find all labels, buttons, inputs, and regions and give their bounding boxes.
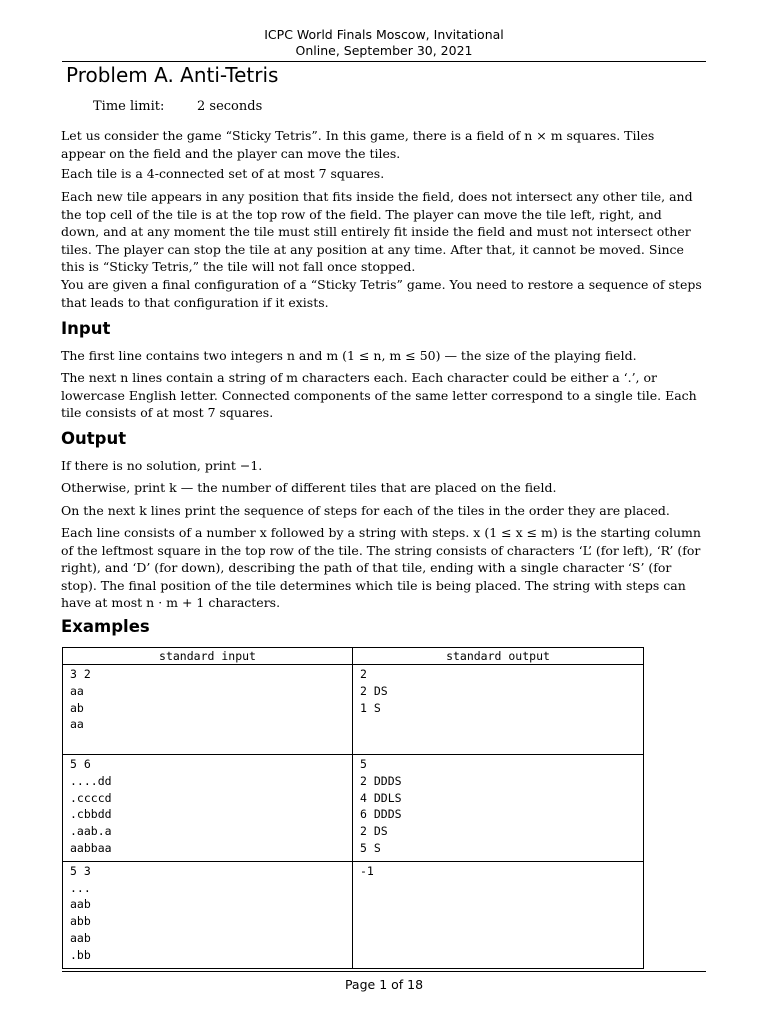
example-output-cell — [353, 861, 644, 968]
examples-header-row — [63, 648, 644, 665]
header-rule — [62, 61, 706, 62]
example-input-cell — [63, 665, 353, 755]
example-2-output: 5 2 DDDS 4 DDLS 6 DDDS 2 DS 5 S — [360, 757, 402, 855]
time-limit-value: 2 seconds — [197, 99, 263, 114]
example-input-cell — [63, 755, 353, 862]
contest-header-line-2: Online, September 30, 2021 — [295, 43, 473, 58]
statement-paragraph-3: Each new tile appears in any position that fits inside the field, does not intersect any other tile, and the top cell of the tile is at the top row of the field. The player can move the tile left, right, and down, and at any moment the tile must still entirely fit inside the field and must not intersect other tiles. The player can stop the tile at any position at any time. After that, it cannot be moved. Since this is “Sticky Tetris,” the tile will not fall once stopped. — [61, 189, 693, 274]
standard-output-header: standard output — [353, 648, 644, 665]
example-row — [63, 665, 644, 755]
contest-header-line-1: ICPC World Finals Moscow, Invitational — [264, 27, 504, 42]
input-heading: Input — [61, 319, 111, 338]
output-paragraph-2: Otherwise, print k — the number of different tiles that are placed on the field. — [61, 480, 557, 495]
example-3-input: 5 3 ... aab abb aab .bb — [70, 863, 91, 962]
input-paragraph-2: The next n lines contain a string of m characters each. Each character could be either a ‘.’, or lowercase English letter. Connected components of the same letter correspond to a single tile. Each tile consists of at most 7 squares. — [61, 370, 697, 420]
output-paragraph-3: On the next k lines print the sequence of steps for each of the tiles in the order they are placed. — [61, 503, 670, 518]
example-input-cell — [63, 861, 353, 968]
standard-input-header: standard input — [63, 648, 353, 665]
output-paragraph-1: If there is no solution, print −1. — [61, 458, 263, 473]
example-output-cell — [353, 755, 644, 862]
examples-heading: Examples — [61, 617, 150, 636]
example-1-input: 3 2 aa ab aa — [70, 667, 91, 732]
example-row — [63, 861, 644, 968]
output-heading: Output — [61, 429, 127, 448]
example-3-output: -1 — [360, 863, 374, 878]
problem-title: Problem A. Anti-Tetris — [66, 63, 279, 87]
statement-paragraph-2: Each tile is a 4-connected set of at most 7 squares. — [61, 166, 385, 181]
page-number: Page 1 of 18 — [344, 977, 424, 992]
output-paragraph-4: Each line consists of a number x followed by a string with steps. x (1 ≤ x ≤ m) is the starting column of the leftmost square in the top row of the tile. The string consists of characters ‘L’ (for left), ‘R’ (for right), and ‘D’ (for down), describing the path of that tile, ending with a single character ‘S’ (for stop). The final position of the tile determines which tile is being placed. The string with steps can have at most n · m + 1 characters. — [61, 525, 701, 610]
example-2-input: 5 6 ....dd .ccccd .cbbdd .aab.a aabbaa — [70, 757, 112, 855]
statement-paragraph-1: Let us consider the game “Sticky Tetris”. In this game, there is a field of n × m squares. Tiles appear on the field and the player can move the tiles. — [61, 128, 655, 161]
statement-paragraph-4: You are given a final configuration of a “Sticky Tetris” game. You need to restore a sequence of steps that leads to that configuration if it exists. — [61, 277, 702, 310]
example-1-output: 2 2 DS 1 S — [360, 667, 388, 715]
time-limit-label: Time limit: — [93, 99, 165, 114]
example-output-cell — [353, 665, 644, 755]
footer-rule — [62, 971, 706, 972]
examples-table — [62, 647, 644, 969]
input-paragraph-1: The first line contains two integers n and m (1 ≤ n, m ≤ 50) — the size of the playing field. — [61, 348, 637, 363]
example-row — [63, 755, 644, 862]
